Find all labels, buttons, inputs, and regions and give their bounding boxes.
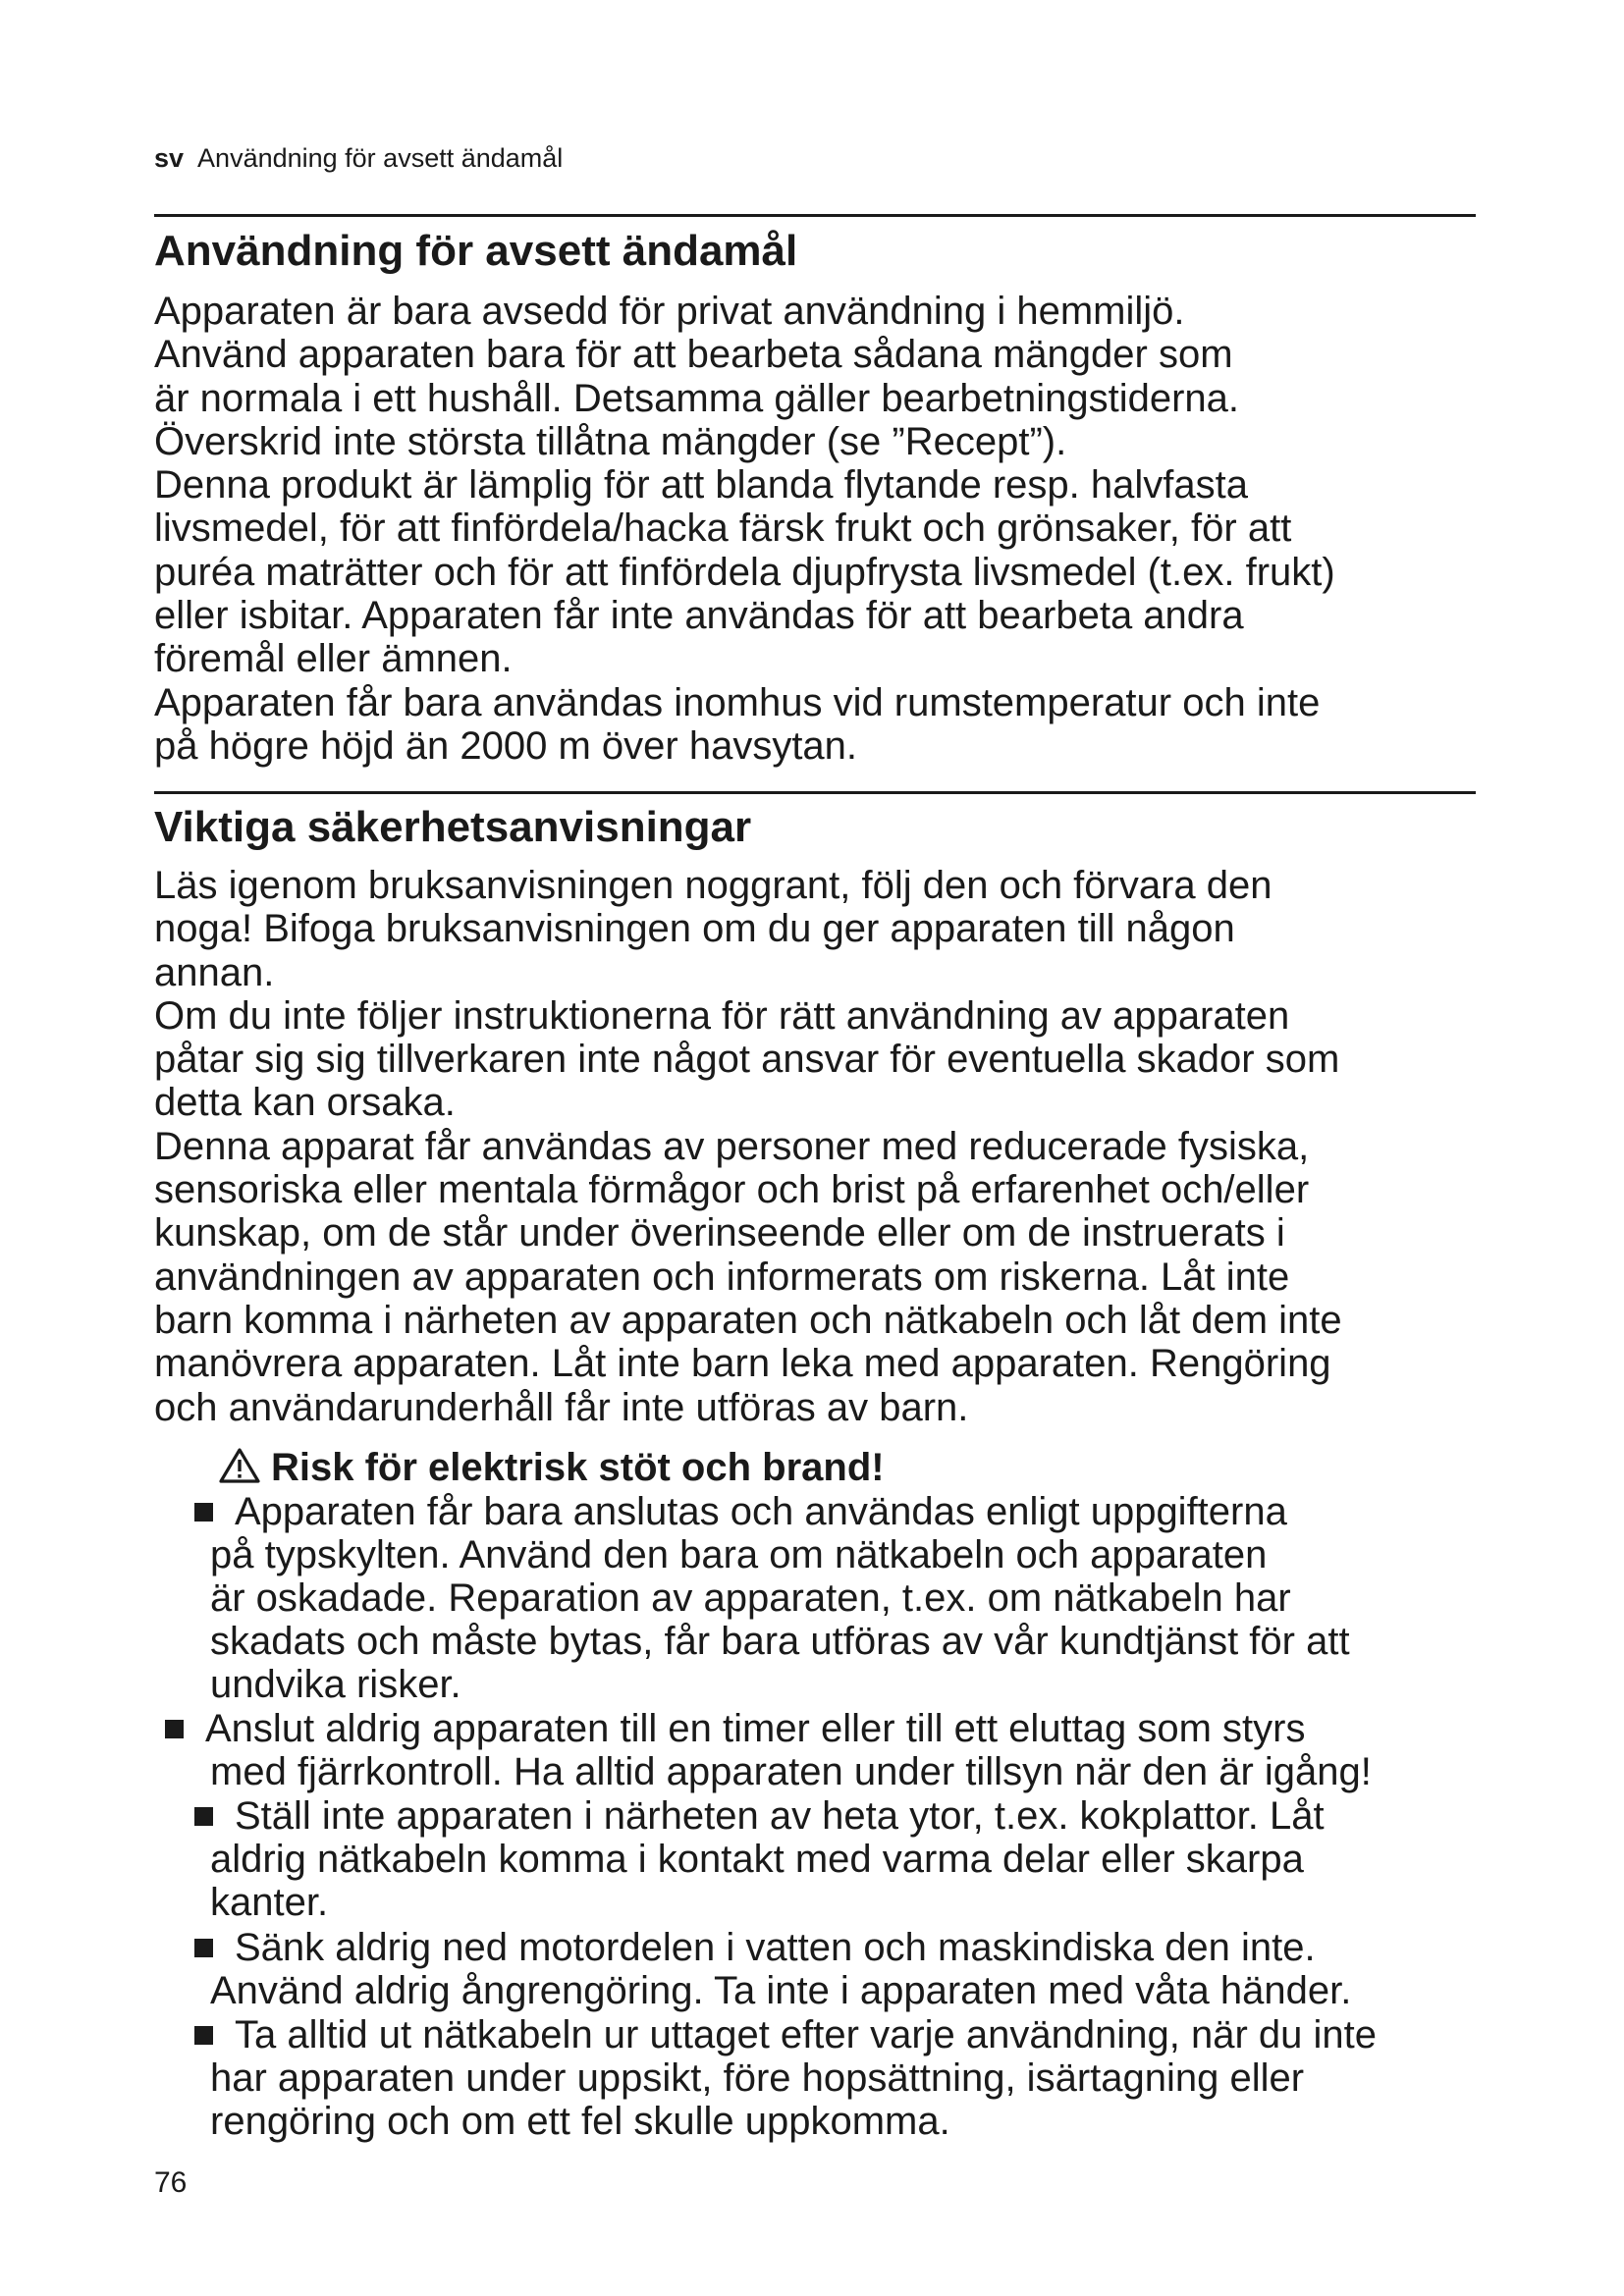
text-line: Överskrid inte största tillåtna mängder (se ”Recept”). xyxy=(154,419,1067,463)
text-line: Använd apparaten bara för att bearbeta sådana mängder som xyxy=(154,333,1233,377)
text-line: noga! Bifoga bruksanvisningen om du ger apparaten till någon xyxy=(154,907,1235,951)
section-title-intended-use: Användning för avsett ändamål xyxy=(154,227,798,275)
list-item-continuation: rengöring och om ett fel skulle uppkomma. xyxy=(210,2100,950,2143)
warning-heading xyxy=(218,1443,885,1492)
page-number: 76 xyxy=(154,2166,188,2199)
text-line: Apparaten är bara avsedd för privat användning i hemmiljö. xyxy=(154,290,1185,333)
list-item-continuation: på typskylten. Använd den bara om nätkabeln och apparaten xyxy=(210,1533,1268,1576)
intended-use-body xyxy=(154,290,1548,768)
text-line: barn komma i närheten av apparaten och nätkabeln och låt dem inte xyxy=(154,1298,1342,1342)
text-line: eller isbitar. Apparaten får inte användas för att bearbeta andra xyxy=(154,594,1244,638)
list-item: Sänk aldrig ned motordelen i vatten och maskindiska den inte. xyxy=(194,1926,1316,1970)
warning-triangle-icon xyxy=(218,1447,261,1484)
text-line: manövrera apparaten. Låt inte barn leka med apparaten. Rengöring xyxy=(154,1342,1331,1386)
language-code: sv xyxy=(154,143,185,173)
text-line: Denna apparat får användas av personer med reducerade fysiska, xyxy=(154,1124,1310,1168)
text-line: föremål eller ämnen. xyxy=(154,637,513,681)
list-item-continuation: Använd aldrig ångrengöring. Ta inte i apparaten med våta händer. xyxy=(210,1969,1352,2012)
text-line: Denna produkt är lämplig för att blanda flytande resp. halvfasta xyxy=(154,463,1248,507)
text-line: Läs igenom bruksanvisningen noggrant, följ den och förvara den xyxy=(154,864,1272,907)
list-item: Apparaten får bara anslutas och användas enligt uppgifterna xyxy=(194,1490,1287,1534)
running-header xyxy=(154,142,563,174)
list-item-continuation: kanter. xyxy=(210,1881,329,1924)
text-line: och användarunderhåll får inte utföras av barn. xyxy=(154,1385,969,1429)
text-line: påtar sig sig tillverkaren inte något ansvar för eventuella skador som xyxy=(154,1038,1340,1082)
list-item-continuation: har apparaten under uppsikt, före hopsättning, isärtagning eller xyxy=(210,2056,1305,2100)
text-line: är normala i ett hushåll. Detsamma gäller bearbetningstiderna. xyxy=(154,376,1240,420)
text-line: användningen av apparaten och informerats om riskerna. Låt inte xyxy=(154,1255,1290,1299)
list-item-continuation: undvika risker. xyxy=(210,1663,461,1706)
safety-body xyxy=(154,864,1548,1429)
warning-title: Risk för elektrisk stöt och brand! xyxy=(271,1446,885,1489)
text-line: puréa maträtter och för att finfördela djupfrysta livsmedel (t.ex. frukt) xyxy=(154,550,1335,594)
list-item-continuation: är oskadade. Reparation av apparaten, t.ex. om nätkabeln har xyxy=(210,1576,1291,1620)
list-item-continuation: skadats och måste bytas, får bara utföras av vår kundtjänst för att xyxy=(210,1620,1350,1663)
section-title-safety: Viktiga säkerhetsanvisningar xyxy=(154,803,752,851)
text-line: kunskap, om de står under överinseende eller om de instruerats i xyxy=(154,1211,1285,1255)
text-line: livsmedel, för att finfördela/hacka färsk frukt och grönsaker, för att xyxy=(154,507,1292,551)
list-item: Ta alltid ut nätkabeln ur uttaget efter varje användning, när du inte xyxy=(194,2013,1377,2057)
list-item-continuation: aldrig nätkabeln komma i kontakt med varma delar eller skarpa xyxy=(210,1838,1304,1881)
list-item: Ställ inte apparaten i närheten av heta ytor, t.ex. kokplattor. Låt xyxy=(194,1794,1325,1839)
text-line: Om du inte följer instruktionerna för rätt användning av apparaten xyxy=(154,993,1290,1038)
section-divider xyxy=(154,791,1476,794)
text-line: sensoriska eller mentala förmågor och brist på erfarenhet och/eller xyxy=(154,1168,1310,1212)
header-title: Användning för avsett ändamål xyxy=(197,143,564,173)
section-divider xyxy=(154,214,1476,217)
list-item-continuation: med fjärrkontroll. Ha alltid apparaten under tillsyn när den är igång! xyxy=(210,1750,1372,1793)
text-line: detta kan orsaka. xyxy=(154,1081,456,1125)
text-line: Apparaten får bara användas inomhus vid rumstemperatur och inte xyxy=(154,680,1321,724)
list-item: Anslut aldrig apparaten till en timer eller till ett eluttag som styrs xyxy=(165,1707,1306,1751)
text-line: annan. xyxy=(154,950,275,994)
text-line: på högre höjd än 2000 m över havsytan. xyxy=(154,723,858,768)
